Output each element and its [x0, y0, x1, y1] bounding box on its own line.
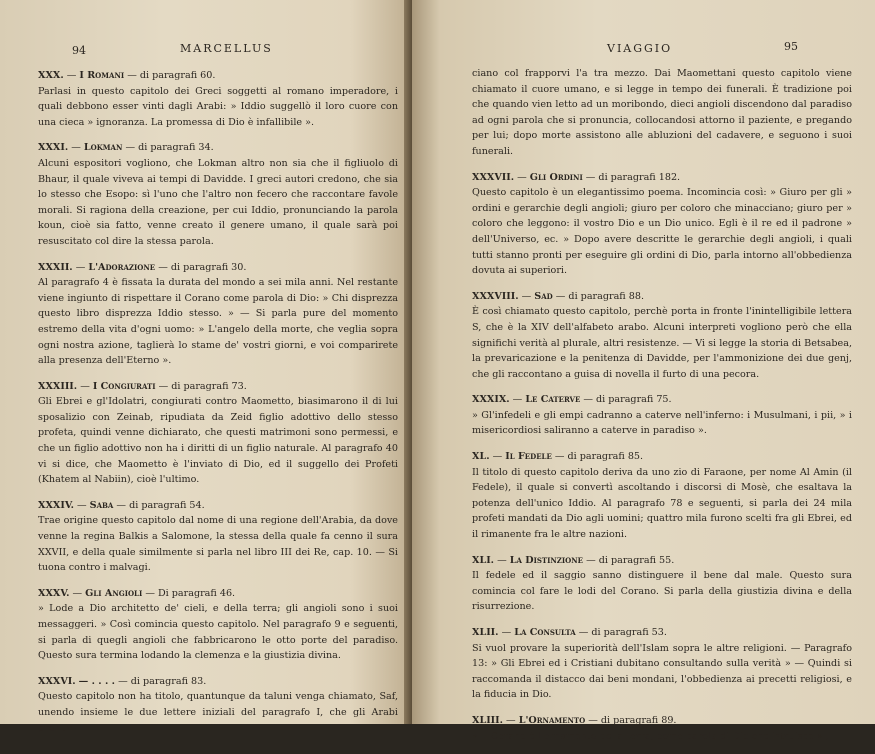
chapter-number: XXXIV. [38, 499, 74, 511]
chapter-entry: XXXIII. — I Congiurati — di paragrafi 73. Gli Ebrei e gl'Idolatri, congiurati contro Maometto, biasimarono il di lui sposalizio con Zeinab, ripudiata da Zeid figlio adottivo dello stesso profeta, quindi venne dichiarato, che questi matrimoni sono permessi, e che un figlio adottivo non ha i diritti di un figlio naturale. Al paragrafo 40 vi si dice, che Maometto è l'inviato di Dio, ed il suggello dei Profeti (Khatem al Nabiin), cioè l'ultimo. [38, 379, 398, 488]
chapter-title: Le Caterve [525, 394, 581, 406]
left-page [0, 0, 412, 734]
chapter-number: XL. [472, 451, 490, 463]
chapter-text: Gli Ebrei e gl'Idolatri, congiurati contro Maometto, biasimarono il di lui sposalizio con Zeinab, ripudiata da Zeid figlio adottivo dello stesso profeta, quindi venne dichiarato, che questi matrimoni sono permessi, e che un figlio adottivo non ha i diritti di un figlio naturale. Al paragrafo 40 vi si dice, che Maometto è l'inviato di Dio, ed il suggello dei Profeti (Khatem al Nabiin), cioè l'ultimo. [38, 396, 398, 486]
chapter-list [472, 66, 852, 754]
chapter-entry: XXXI. — Lokman — di paragrafi 34. Alcuni espositori vogliono, che Lokman altro non sia che il figliuolo di Bhaur, il quale viveva ai tempi di Davidde. I greci autori credono, che sia lo stesso che Esopo: sì l'uno che l'altro non fecero che raccontare favole morali. Si ragiona della creazione, per cui Iddio, pronunciando la parola koun, cioè sia fatto, venne creato il genere umano, il quale sarà poi resuscitato col dire la stessa parola. [38, 140, 398, 249]
chapter-number: XLI. [472, 554, 495, 566]
chapter-text: Questo capitolo è un elegantissimo poema. Incomincia così: » Giuro per gli » ordini e gerarchie degli angioli; giuro per coloro che minacciano; giuro per » coloro che leggono: il vostro Dio e un Dio unico. Egli è il re ed il padrone » dell'Universo, ec. » Dopo avere descritte le gerarchie degli angioli, i quali tutti stanno pronti per eseguire gli ordini di Dio, parla intorno all'obbedienza dovuta ai superiori. [472, 187, 852, 277]
right-page [412, 0, 875, 742]
chapter-title: — . . . . [78, 675, 115, 687]
chapter-text: È così chiamato questo capitolo, perchè porta in fronte l'inintelligibile lettera S, che è la XIV dell'alfabeto arabo. Alcuni interpreti vogliono però che ella significhi verità al plurale, altri resistenze. — Vi si legge la storia di Betsabea, la prevaricazione e la penitenza di Davidde, per l'ammonizione dei due genj, che gli raccontano a guisa di novella il furto di una pecora. [472, 306, 852, 380]
page-number: 95 [784, 40, 798, 53]
chapter-text: Il fedele ed il saggio sanno distinguere il bene dal male. Questo sura comincia col fare le lodi del Corano. Si parla della giustizia divina e della risurrezione. [472, 570, 852, 613]
chapter-list [38, 68, 398, 746]
paragraph-count: — di paragrafi 34. [125, 142, 214, 154]
chapter-title: Sad [534, 290, 553, 302]
chapter-title: La Consulta [514, 627, 576, 638]
chapter-number: XXX. [38, 70, 64, 81]
chapter-entry: XL. — Il Fedele — di paragrafi 85. Il titolo di questo capitolo deriva da uno zio di Faraone, per nome Al Amin (il Fedele), il quale si convertì ascoltando i discorsi di Mosè, che esaltava la potenza dell'unico Iddio. Al paragrafo 78 e seguenti, si parla dei 24 mila profeti mandati da Dio agli uomini; quattro mila furono scelti fra gli Ebrei, ed il rimanente fra le altre nazioni. [472, 449, 852, 543]
chapter-entry: XXXVII. — Gli Ordini — di paragrafi 182. Questo capitolo è un elegantissimo poema. Incomincia così: » Giuro per gli » ordini e gerarchie degli angioli; giuro per coloro che minacciano; giuro per » coloro che leggono: il vostro Dio e un Dio unico. Egli è il re ed il padrone » dell'Universo, ec. » Dopo avere descritte le gerarchie degli angioli, i quali tutti stanno pronti per eseguire gli ordini di Dio, parla intorno all'obbedienza dovuta ai superiori. [472, 170, 852, 279]
chapter-text: » Il Corano è l'ornamento della terra, come parola di Dio che istruisce » ; [472, 730, 829, 742]
chapter-number: XLII. [472, 627, 499, 638]
chapter-text: Alcuni espositori vogliono, che Lokman altro non sia che il figliuolo di Bhaur, il quale viveva ai tempi di Davidde. I greci autori credono, che sia lo stesso che Esopo: sì l'uno che l'altro non fecero che raccontare favole morali. Si ragiona della creazione, per cui Iddio, pronunciando la parola koun, cioè sia fatto, venne creato il genere umano, il quale sarà poi resuscitato col dire la stessa parola. [38, 157, 398, 247]
continued-text: ciano col frapporvi l'a tra mezzo. Dai Maomettani questo capitolo viene chiamato il cuore umano, e si legge in tempo dei funerali. È tradizione poi che quando vien letto ad un moribondo, dieci angioli discendono dal paradiso ad ogni parola che si pronuncia, collocandosi attorno il paziente, e pregando per lui; dopo morte assistono alle abluzioni del cadavere, e seguono i suoi funerali. [472, 68, 852, 157]
chapter-entry: XXX. — I Romani — di paragrafi 60. Parlasi in questo capitolo dei Greci soggetti al romano imperadore, i quali debbono esser vinti dagli Arabi: » Iddio suggellò il loro cuore con una cieca » ignoranza. La promessa di Dio è infallibile ». [38, 68, 398, 130]
chapter-text: Parlasi in questo capitolo dei Greci soggetti al romano imperadore, i quali debbono esser vinti dagli Arabi: » Iddio suggellò il loro cuore con una cieca » ignoranza. La promessa di Dio è infallibile ». [38, 85, 398, 128]
chapter-text: Al paragrafo 4 è fissata la durata del mondo a sei mila anni. Nel restante viene ingiunto di rispettare il Corano come parola di Dio: » Chi disprezza questo libro disprezza Iddio stesso. » — Si parla pure del momento estremo della vita d'ogni uomo: » L'angelo della morte, che veglia sopra ogni nostra azione, taglierà lo stame de' vostri giorni, e voi comparirete alla presenza dell'Eterno ». [38, 277, 398, 367]
chapter-number: XXXVI. [38, 675, 76, 687]
chapter-title: L'Ornamento [518, 714, 586, 726]
running-header: MARCELLUS [180, 42, 273, 55]
chapter-entry: XLIII. — L'Ornamento — di paragrafi 89. » Il Corano è l'ornamento della terra, come parola di Dio che istruisce » ; [472, 713, 852, 744]
paragraph-count: — di paragrafi 55. [586, 554, 675, 566]
chapter-number: XLIII. [472, 714, 503, 726]
chapter-number: XXXI. [38, 142, 69, 154]
chapter-text: Trae origine questo capitolo dal nome di una regione dell'Arabia, da dove venne la regina Balkis a Salomone, la stessa della quale fa cenno il sura XXVII, e della quale similmente si parla nel libro III dei Re, cap. 10. — Si tuona contro i malvagi. [38, 515, 398, 574]
chapter-text: » Gl'infedeli e gli empi cadranno a caterve nell'inferno: i Musulmani, i pii, » i misericordiosi saliranno a caterve in paradiso ». [472, 409, 852, 437]
chapter-entry: XXXII. — L'Adorazione — di paragrafi 30. Al paragrafo 4 è fissata la durata del mondo a sei mila anni. Nel restante viene ingiunto di rispettare il Corano come parola di Dio: » Chi disprezza questo libro disprezza Iddio stesso. » — Si parla pure del momento estremo della vita d'ogni uomo: » L'angelo della morte, che veglia sopra ogni nostra azione, taglierà lo stame de' vostri giorni, e voi comparirete alla presenza dell'Eterno ». [38, 260, 398, 369]
chapter-entry: XXXV. — Gli Angioli — Di paragrafi 46. » Lode a Dio architetto de' cieli, e della terra; gli angioli sono i suoi messaggeri. » Così comincia questo capitolo. Nel paragrafo 9 e seguenti, si parla di quegli angioli che fabbricarono le otto porte del paradiso. Questo sura termina lodando la clemenza e la giustizia divina. [38, 586, 398, 664]
chapter-entry: XLI. — La Distinzione — di paragrafi 55. Il fedele ed il saggio sanno distinguere il bene dal male. Questo sura comincia col fare le lodi del Corano. Si parla della giustizia divina e della risurrezione. [472, 553, 852, 615]
chapter-entry: XXXIV. — Saba — di paragrafi 54. Trae origine questo capitolo dal nome di una regione dell'Arabia, da dove venne la regina Balkis a Salomone, la stessa della quale fa cenno il sura XXVII, e della quale similmente si parla nel libro III dei Re, cap. 10. — Si tuona contro i malvagi. [38, 498, 398, 576]
running-header: VIAGGIO [607, 42, 673, 55]
chapter-number: XXXIII. [38, 380, 78, 392]
chapter-title: Gli Ordini [529, 171, 583, 183]
chapter-text: Si vuol provare la superiorità dell'Islam sopra le altre religioni. — Paragrafo 13: » Gli Ebrei ed i Cristiani dubitano consultando sulla verità » — Quindi si raccomanda il distacco dai beni mondani, l'obbedienza ai precetti religiosi, e la fiducia in Dio. [472, 642, 852, 701]
paragraph-count: — di paragrafi 85. [554, 451, 644, 463]
chapter-title: La Distinzione [509, 554, 583, 566]
chapter-number: XXXVIII. [472, 290, 519, 302]
paragraph-count: — di paragrafi 75. [583, 394, 672, 406]
chapter-title: I Romani [79, 70, 125, 81]
paragraph-count: — di paragrafi 54. [116, 499, 205, 511]
paragraph-count: — di paragrafi 30. [158, 261, 247, 273]
paragraph-count: — di paragrafi 83. [118, 675, 207, 687]
page-number: 94 [72, 44, 86, 57]
chapter-title: Gli Angioli [85, 587, 143, 599]
chapter-title: L'Adorazione [88, 261, 156, 273]
chapter-title: Lokman [83, 142, 123, 154]
paragraph-count: — Di paragrafi 46. [145, 587, 236, 599]
chapter-number: XXXII. [38, 261, 73, 273]
chapter-number: XXXV. [38, 587, 70, 599]
chapter-entry: XXXVIII. — Sad — di paragrafi 88. È così chiamato questo capitolo, perchè porta in fronte l'inintelligibile lettera S, che è la XIV dell'alfabeto arabo. Alcuni interpreti vogliono però che ella significhi verità al plurale, altri resistenze. — Vi si legge la storia di Betsabea, la prevaricazione e la penitenza di Davidde, per l'ammonizione dei due genj, che gli raccontano a guisa di novella il furto di una pecora. [472, 289, 852, 383]
chapter-entry: XLII. — La Consulta — di paragrafi 53. Si vuol provare la superiorità dell'Islam sopra le altre religioni. — Paragrafo 13: » Gli Ebrei ed i Cristiani dubitano consultando sulla verità » — Quindi si raccomanda il distacco dai beni mondani, l'obbedienza ai precetti religiosi, e la fiducia in Dio. [472, 625, 852, 703]
chapter-title: Il Fedele [505, 451, 552, 463]
chapter-text: Questo capitolo non ha titolo, quantunque da taluni venga chiamato, Saf, unendo insieme le due lettere iniziali del paragrafo I, che gli Arabi pronun- [38, 691, 398, 734]
chapter-number: XXXVII. [472, 171, 515, 183]
chapter-text: Il titolo di questo capitolo deriva da uno zio di Faraone, per nome Al Amin (il Fedele), il quale si convertì ascoltando i discorsi di Mosè, che esaltava la potenza dell'unico Iddio. Al paragrafo 78 e seguenti, si parla dei 24 mila profeti mandati da Dio agli uomini; quattro mila furono scelti fra gli Ebrei, ed il rimanente fra le altre nazioni. [472, 466, 852, 541]
paragraph-count: — di paragrafi 182. [585, 171, 681, 183]
chapter-title: Saba [89, 499, 114, 511]
paragraph-count: — di paragrafi 60. [127, 70, 216, 81]
paragraph-count: — di paragrafi 53. [578, 627, 667, 638]
chapter-text: » Lode a Dio architetto de' cieli, e della terra; gli angioli sono i suoi messaggeri. » Così comincia questo capitolo. Nel paragrafo 9 e seguenti, si parla di quegli angioli che fabbricarono le otto porte del paradiso. Questo sura termina lodando la clemenza e la giustizia divina. [38, 603, 398, 662]
paragraph-count: — di paragrafi 88. [555, 290, 645, 302]
paragraph-count: — di paragrafi 73. [158, 380, 247, 392]
chapter-entry: XXXIX. — Le Caterve — di paragrafi 75. » Gl'infedeli e gli empi cadranno a caterve nell'inferno: i Musulmani, i pii, » i misericordiosi saliranno a caterve in paradiso ». [472, 392, 852, 439]
chapter-number: XXXIX. [472, 394, 510, 406]
chapter-entry [38, 674, 398, 736]
paragraph-count: — di paragrafi 89. [588, 714, 677, 726]
chapter-title: I Congiurati [92, 380, 156, 392]
